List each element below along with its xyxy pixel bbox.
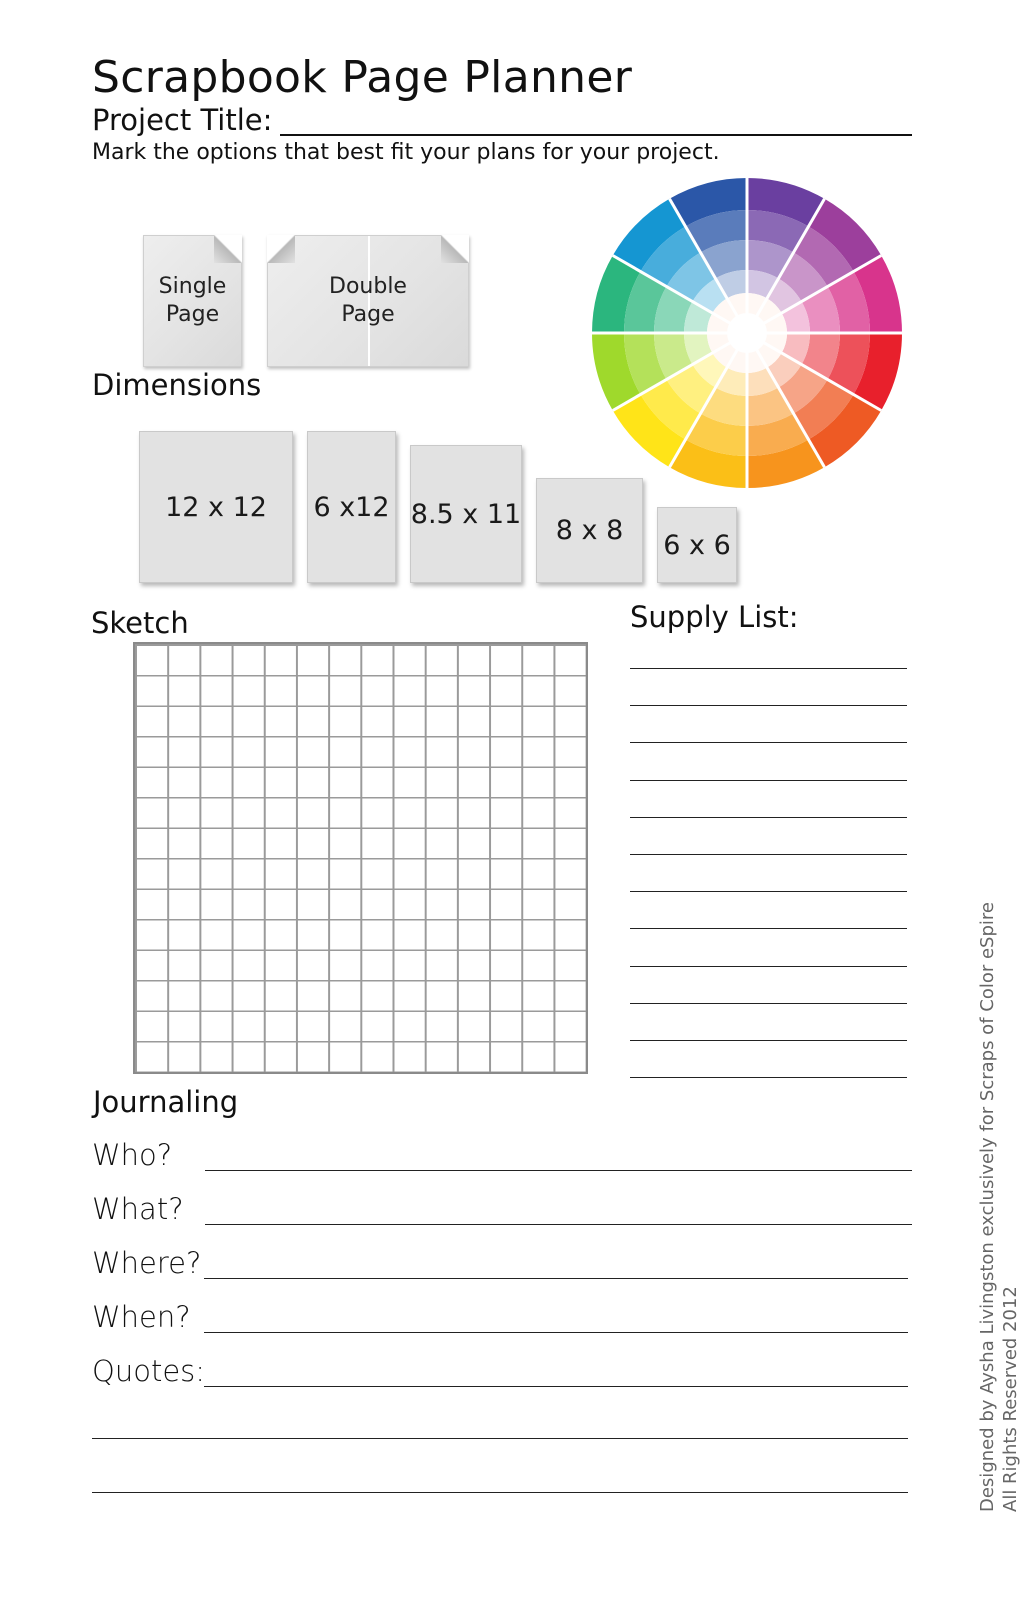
supply-list-line[interactable]	[630, 891, 907, 892]
journal-line-who[interactable]	[205, 1170, 912, 1171]
journal-line-where[interactable]	[204, 1278, 908, 1279]
supply-list-line[interactable]	[630, 705, 907, 706]
dimension-6x12[interactable]	[307, 431, 396, 583]
journal-field-where[interactable]	[92, 1246, 912, 1282]
supply-list-line[interactable]	[630, 742, 907, 743]
instructions: Mark the options that best fit your plans for your project.	[92, 140, 720, 165]
dimension-6x6[interactable]	[657, 507, 737, 583]
dimension-label: 6 x12	[313, 491, 390, 523]
designer-credit	[976, 902, 1022, 1512]
journal-field-what[interactable]	[92, 1192, 912, 1228]
journal-label-where: Where?	[92, 1246, 202, 1280]
journal-field-when[interactable]	[92, 1300, 912, 1336]
supply-list-line[interactable]	[630, 1040, 907, 1041]
page-curl-icon	[214, 235, 242, 263]
dimension-label: 12 x 12	[165, 491, 267, 523]
journal-line-when[interactable]	[204, 1332, 908, 1333]
supply-list-line[interactable]	[630, 817, 907, 818]
supply-list-line[interactable]	[630, 966, 907, 967]
journal-label-who: Who?	[92, 1138, 173, 1172]
sketch-grid[interactable]	[133, 642, 588, 1074]
project-title-label: Project Title:	[92, 103, 273, 137]
supply-list-line[interactable]	[630, 668, 907, 669]
project-title-line[interactable]	[280, 134, 912, 136]
journal-line-what[interactable]	[205, 1224, 912, 1225]
dimension-label: 8 x 8	[555, 515, 624, 546]
journaling-heading: Journaling	[93, 1085, 239, 1119]
page-curl-left-icon	[267, 235, 295, 263]
project-title-field[interactable]	[92, 103, 912, 137]
single-page-label: Single Page	[158, 274, 227, 327]
single-page-option[interactable]	[143, 235, 242, 367]
page-title: Scrapbook Page Planner	[92, 52, 633, 103]
double-page-option[interactable]	[267, 235, 469, 367]
journal-label-what: What?	[92, 1192, 184, 1226]
page-curl-right-icon	[441, 235, 469, 263]
credit-line-1: Designed by Aysha Livingston exclusively for Scraps of Color eSpire	[977, 902, 998, 1512]
journal-field-quotes[interactable]	[92, 1354, 912, 1390]
dimension-label: 6 x 6	[663, 529, 731, 561]
journal-label-quotes: Quotes:	[92, 1354, 206, 1388]
supply-list-line[interactable]	[630, 1077, 907, 1078]
dimension-12x12[interactable]	[139, 431, 293, 583]
credit-line-2: All Rights Reserved 2012	[1000, 1286, 1021, 1512]
dimension-8x8[interactable]	[536, 478, 643, 583]
supply-list-line[interactable]	[630, 854, 907, 855]
color-wheel-segments	[592, 178, 902, 488]
supply-list-line[interactable]	[630, 928, 907, 929]
supply-list-line[interactable]	[630, 1003, 907, 1004]
double-page-label: Double Page	[329, 274, 407, 327]
dimension-label: 8.5 x 11	[410, 498, 522, 530]
journal-line-quotes[interactable]	[204, 1386, 908, 1387]
supply-list-heading: Supply List:	[630, 600, 799, 634]
journal-field-who[interactable]	[92, 1138, 912, 1174]
color-wheel-hub	[727, 313, 767, 353]
dimension-8-5x11[interactable]	[410, 445, 522, 583]
supply-list-line[interactable]	[630, 780, 907, 781]
journal-extra-line[interactable]	[92, 1438, 908, 1439]
sketch-heading: Sketch	[91, 606, 189, 640]
color-wheel[interactable]	[590, 176, 904, 490]
journal-extra-line[interactable]	[92, 1492, 908, 1493]
dimensions-heading: Dimensions	[92, 368, 262, 402]
journal-label-when: When?	[92, 1300, 191, 1334]
